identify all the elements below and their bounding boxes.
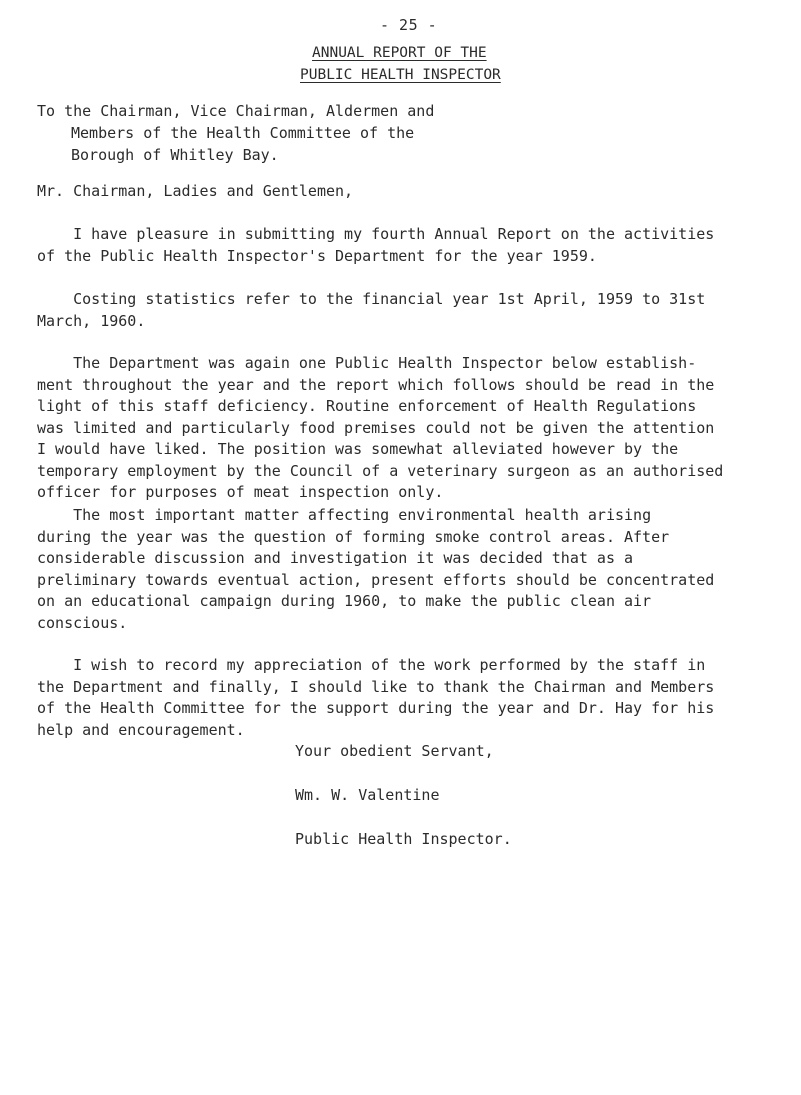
paragraph-1: I have pleasure in submitting my fourth Annual Report on the activities of the Public Health Inspector's Department for the year 1959. (37, 225, 715, 265)
report-title-line1: ANNUAL REPORT OF THE (312, 45, 487, 61)
salutation: Mr. Chairman, Ladies and Gentlemen, (37, 182, 354, 200)
paragraph-3: The Department was again one Public Health Inspector below establish- ment throughout the year and the report which follows should be read in the light of this staff deficiency. Routine enforcement of Health Regulations was limited and particularly food premises could not be given the attention I would have liked. The position was somewhat alleviated however by the temporary employment by the Council of a veterinary surgeon as an authorised officer for purposes of meat inspection only. (37, 354, 724, 501)
address-line1: To the Chairman, Vice Chairman, Aldermen and (37, 102, 435, 120)
signature-name: Wm. W. Valentine (295, 786, 440, 804)
paragraph-2: Costing statistics refer to the financial year 1st April, 1959 to 31st March, 1960. (37, 290, 706, 330)
page-number: - 25 - (380, 16, 438, 34)
signature-closing: Your obedient Servant, (295, 742, 494, 760)
paragraph-5: I wish to record my appreciation of the work performed by the staff in the Department and finally, I should like to thank the Chairman and Members of the Health Committee for the support during the year and Dr. Hay for his help and encouragement. (37, 656, 715, 739)
paragraph-4: The most important matter affecting environmental health arising during the year was the question of forming smoke control areas. After considerable discussion and investigation it was decided that as a preliminary towards eventual action, present efforts should be concentrated on an educational campaign during 1960, to make the public clean air conscious. (37, 506, 715, 632)
address-line3: Borough of Whitley Bay. (71, 146, 279, 164)
address-line2: Members of the Health Committee of the (71, 124, 415, 142)
signature-title: Public Health Inspector. (295, 830, 512, 848)
report-title-line2: PUBLIC HEALTH INSPECTOR (300, 67, 501, 83)
